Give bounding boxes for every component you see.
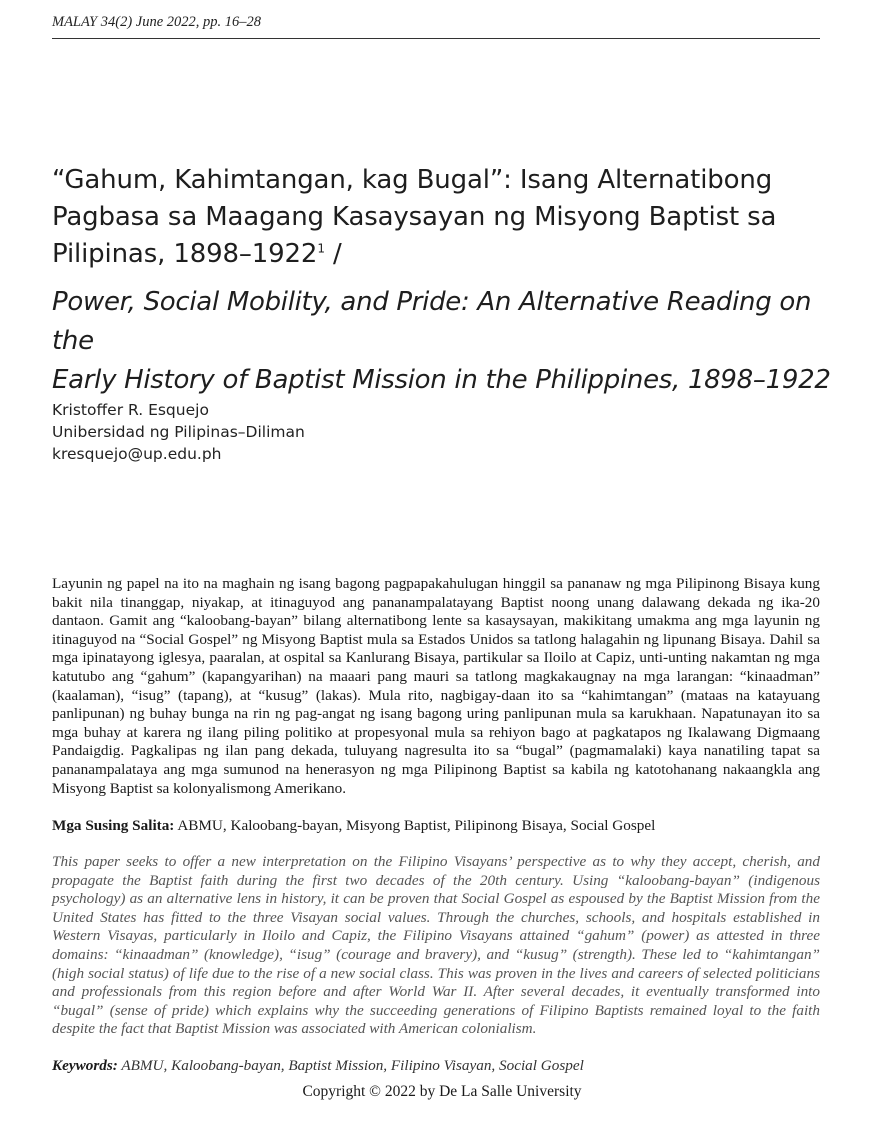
title-filipino-line-2: Pagbasa sa Maagang Kasaysayan ng Misyong Baptist sa [52,202,777,232]
title-english-line-1: Power, Social Mobility, and Pride: An Alternative Reading on the [52,287,812,356]
title-english [52,283,832,400]
author-name: Kristoffer R. Esquejo [52,401,209,419]
keywords-filipino-text: ABMU, Kaloobang-bayan, Misyong Baptist, Pilipinong Bisaya, Social Gospel [174,817,656,834]
title-english-line-2: Early History of Baptist Mission in the Philippines, 1898–1922 [52,365,831,395]
title-filipino-line-1: “Gahum, Kahimtangan, kag Bugal”: Isang Alternatibong [52,165,773,195]
keywords-english-text: ABMU, Kaloobang-bayan, Baptist Mission, Filipino Visayan, Social Gospel [117,1057,584,1074]
title-filipino [52,162,832,273]
keywords-english [52,1056,820,1076]
author-affiliation: Unibersidad ng Pilipinas–Diliman [52,423,305,441]
footnote-marker[interactable]: 1 [317,241,325,256]
abstract-english: This paper seeks to offer a new interpretation on the Filipino Visayans’ perspective as to why they accept, cherish, and propagate the Baptist faith during the first two decades of the 20th century. Using “kaloobang-bayan” (indigenous psychology) as an alternative lens in history, it can be proven that Social Gospel as espoused by the Baptist Mission from the United States has fitted to the three Visayan social values. Through the churches, schools, and hospitals established in Western Visayas, particularly in Iloilo and Capiz, the Filipino Visayans attained “gahum” (power) as attested in three domains: “kinaadman” (knowledge), “isug” (courage and bravery), and “kusug” (strength). These led to “kahimtangan” (high social status) of life due to the rise of a new social class. This was proven in the lives and careers of selected politicians and professionals from this region before and after World War II. After several decades, it eventually transformed into “bugal” (sense of pride) which explains why the succeeding generations of Filipino Baptists remained loyal to the faith despite the fact that Baptist Mission was associated with American colonialism. [52,853,820,1038]
running-head: MALAY 34(2) June 2022, pp. 16–28 [52,14,262,30]
title-separator: / [324,239,342,269]
copyright-notice: Copyright © 2022 by De La Salle University [302,1083,582,1100]
title-block [52,162,832,400]
header-rule [52,38,820,39]
keywords-english-label: Keywords: [52,1057,118,1074]
keywords-filipino-label: Mga Susing Salita: [52,817,175,834]
author-block [52,399,305,465]
keywords-filipino [52,816,820,836]
author-email[interactable]: kresquejo@up.edu.ph [52,445,222,463]
abstract-filipino: Layunin ng papel na ito na maghain ng isang bagong pagpapakahulugan hinggil sa pananaw ng mga Pilipinong Bisaya kung bakit nila tinanggap, niyakap, at itinaguyod ang pananampalatayang Baptist noong unang dalawang dekada ng ika-20 dantaon. Gamit ang “kaloobang-bayan” bilang alternatibong lente sa kasaysayan, makikitang umakma ang mga layunin ng itinaguyod na “Social Gospel” ng Misyong Baptist mula sa Estados Unidos sa tatlong halagahin ng lipunang Bisaya. Dahil sa mga ipinatayong iglesya, paaralan, at ospital sa Kanlurang Bisaya, partikular sa Iloilo at Capiz, unti-unting nakamtan ng mga katutubo ang “gahum” (kapangyarihan) na maaari pang mauri sa tatlong magkakaugnay na mga larangan: “kinaadman” (kaalaman), “isug” (tapang), at “kusug” (lakas). Mula rito, nagbigay-daan ito sa “kahimtangan” (mataas na katayuang panlipunan) ng buhay bunga na rin ng pag-angat ng isang bagong uring panlipunan mula sa karukhaan. Napatunayan ito sa mga buhay at karera ng ilang piling politiko at propesyonal mula sa rehiyon bago at pagkatapos ng Ikalawang Digmaang Pandaigdig. Pagkalipas ng ilan pang dekada, tuluyang nagresulta ito sa “bugal” (pagmamalaki) kaya nanatiling tapat sa pananampalataya ang mga sumunod na henerasyon ng mga Pilipinong Baptist sa kabila ng katotohanang nakaangkla ang Misyong Baptist sa kolonyalismong Amerikano. [52,575,820,797]
title-filipino-line-3: Pilipinas, 1898–1922 [52,239,318,269]
